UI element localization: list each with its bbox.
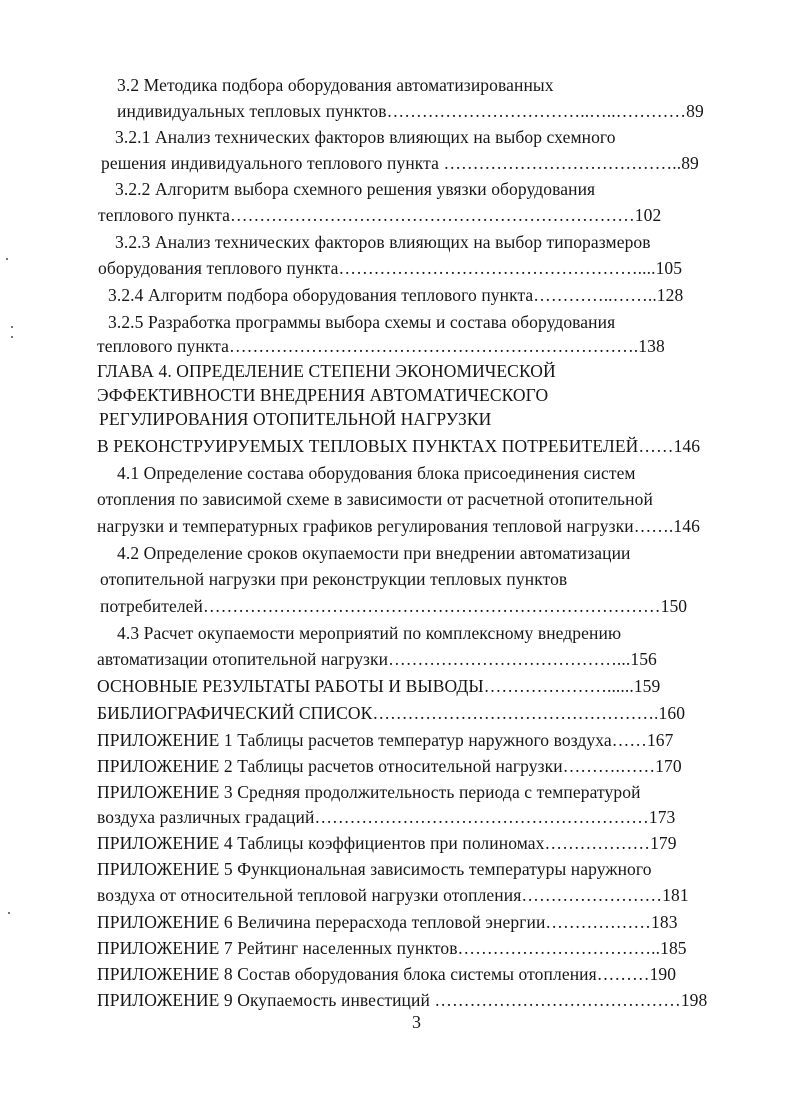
toc-line: 3.2.4 Алгоритм подбора оборудования теплового пункта…………..……..128	[108, 285, 684, 305]
scan-speck	[8, 912, 10, 914]
toc-chapter-line: ЭФФЕКТИВНОСТИ ВНЕДРЕНИЯ АВТОМАТИЧЕСКОГО	[97, 385, 549, 405]
toc-line: нагрузки и температурных графиков регулирования тепловой нагрузки…….146	[97, 516, 700, 536]
toc-line: теплового пункта…………………………………………………………….138	[97, 336, 665, 356]
toc-chapter-line: ГЛАВА 4. ОПРЕДЕЛЕНИЕ СТЕПЕНИ ЭКОНОМИЧЕСКОЙ	[97, 361, 556, 381]
toc-line: ПРИЛОЖЕНИЕ 5 Функциональная зависимость температуры наружного	[97, 859, 652, 879]
toc-line: 3.2.3 Анализ технических факторов влияющих на выбор типоразмеров	[115, 232, 651, 252]
toc-chapter-line: РЕГУЛИРОВАНИЯ ОТОПИТЕЛЬНОЙ НАГРУЗКИ	[99, 409, 492, 429]
toc-line: отопительной нагрузки при реконструкции тепловых пунктов	[100, 569, 568, 589]
toc-line: ПРИЛОЖЕНИЕ 9 Окупаемость инвестиций ……………………………………198	[97, 990, 708, 1010]
toc-line: решения индивидуального теплового пункта …………………………………..89	[101, 153, 699, 173]
toc-line: автоматизации отопительной нагрузки…………………………………...156	[97, 649, 657, 669]
toc-line: ПРИЛОЖЕНИЕ 2 Таблицы расчетов относительной нагрузки……….……170	[97, 756, 682, 776]
scan-speck	[11, 336, 13, 338]
page-number: 3	[412, 1012, 421, 1032]
toc-line: теплового пункта……………………………………………………………102	[98, 205, 662, 225]
toc-line: 3.2 Методика подбора оборудования автоматизированных	[117, 75, 554, 95]
toc-line: 3.2.2 Алгоритм выбора схемного решения увязки оборудования	[115, 179, 596, 199]
toc-line: ПРИЛОЖЕНИЕ 1 Таблицы расчетов температур наружного воздуха……167	[97, 730, 674, 750]
scan-speck	[11, 326, 13, 328]
toc-line: 3.2.1 Анализ технических факторов влияющих на выбор схемного	[115, 127, 616, 147]
toc-line: БИБЛИОГРАФИЧЕСКИЙ СПИСОК………………………………………….160	[97, 703, 686, 723]
toc-line: ПРИЛОЖЕНИЕ 3 Средняя продолжительность периода с температурой	[97, 782, 641, 802]
toc-chapter-line: В РЕКОНСТРУИРУЕМЫХ ТЕПЛОВЫХ ПУНКТАХ ПОТРЕБИТЕЛЕЙ……146	[97, 436, 701, 456]
toc-line: ПРИЛОЖЕНИЕ 6 Величина перерасхода тепловой энергии………………183	[97, 912, 678, 932]
toc-line: 4.3 Расчет окупаемости мероприятий по комплексному внедрению	[117, 623, 622, 643]
toc-line: 4.2 Определение сроков окупаемости при внедрении автоматизации	[117, 543, 631, 563]
toc-line: ПРИЛОЖЕНИЕ 7 Рейтинг населенных пунктов……………………………..185	[97, 938, 687, 958]
toc-line: оборудования теплового пункта……………………………………………....105	[98, 258, 683, 278]
toc-line: индивидуальных тепловых пунктов……………………………..…..…………89	[117, 101, 704, 121]
toc-line: воздуха различных градаций…………………………………………………173	[97, 807, 676, 827]
toc-line: 3.2.5 Разработка программы выбора схемы и состава оборудования	[108, 312, 616, 332]
toc-line: потребителей……………………………………………………………………150	[100, 596, 688, 616]
scan-speck	[6, 258, 8, 260]
toc-line: отопления по зависимой схеме в зависимости от расчетной отопительной	[97, 489, 653, 509]
toc-line: ОСНОВНЫЕ РЕЗУЛЬТАТЫ РАБОТЫ И ВЫВОДЫ…………………......159	[97, 676, 661, 696]
toc-line: воздуха от относительной тепловой нагрузки отопления……………………181	[97, 885, 689, 905]
toc-line: 4.1 Определение состава оборудования блока присоединения систем	[117, 463, 636, 483]
toc-line: ПРИЛОЖЕНИЕ 4 Таблицы коэффициентов при полиномах………………179	[97, 833, 677, 853]
toc-line: ПРИЛОЖЕНИЕ 8 Состав оборудования блока системы отопления………190	[97, 964, 677, 984]
